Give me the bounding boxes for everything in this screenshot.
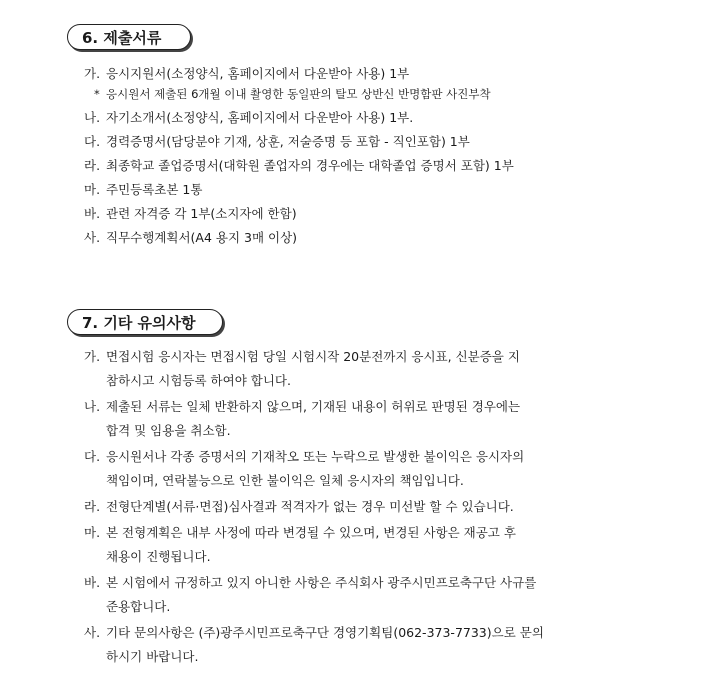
list-item [84,226,644,250]
list-item [84,202,644,226]
item-text-line: 하시기 바랍니다. [106,649,199,664]
item-marker: 라. [84,499,101,514]
item-text-line: 참하시고 시험등록 하여야 합니다. [106,373,291,388]
item-text: 응시원서 제출된 6개월 이내 촬영한 동일판의 탈모 상반신 반명함판 사진부착 [106,87,491,101]
item-marker: 가. [84,349,101,364]
item-text [106,521,644,569]
list-item [84,345,644,393]
list-note [84,84,644,104]
item-text: 최종학교 졸업증명서(대학원 졸업자의 경우에는 대학졸업 증명서 포함) 1부 [106,158,514,173]
item-text-line: 책임이며, 연락불능으로 인한 불이익은 일체 응시자의 책임입니다. [106,473,464,488]
list-item [84,395,644,443]
list-item [84,621,644,669]
item-text-line: 본 전형계획은 내부 사정에 따라 변경될 수 있으며, 변경된 사항은 재공고 후 [106,525,516,540]
item-text: 경력증명서(담당분야 기재, 상훈, 저술증명 등 포함 - 직인포함) 1부 [106,134,470,149]
list-item [84,445,644,493]
list-item [84,521,644,569]
item-marker: 나. [84,110,101,125]
section-6-title: 6. 제출서류 [67,24,191,50]
item-marker: 바. [84,206,101,221]
item-text: 자기소개서(소정양식, 홈페이지에서 다운받아 사용) 1부. [106,110,414,125]
item-text-line: 면접시험 응시자는 면접시험 당일 시험시작 20분전까지 응시표, 신분증을 지 [106,349,520,364]
item-text-line: 채용이 진행됩니다. [106,549,211,564]
item-marker: 사. [84,625,101,640]
item-text [106,621,644,669]
item-marker: 나. [84,399,101,414]
list-item [84,62,644,86]
list-item [84,154,644,178]
item-text-line: 제출된 서류는 일체 반환하지 않으며, 기재된 내용이 허위로 판명된 경우에는 [106,399,521,414]
item-text [106,345,644,393]
item-text [106,395,644,443]
list-item [84,495,644,519]
item-text [106,445,644,493]
list-item [84,106,644,130]
list-item [84,571,644,619]
item-text: 주민등록초본 1통 [106,182,203,197]
item-text-line: 합격 및 임용을 취소함. [106,423,231,438]
item-marker: 라. [84,158,101,173]
item-text-line: 응시원서나 각종 증명서의 기재착오 또는 누락으로 발생한 불이익은 응시자의 [106,449,525,464]
item-text [106,571,644,619]
item-text: 직무수행계획서(A4 용지 3매 이상) [106,230,298,245]
item-marker: 다. [84,134,101,149]
item-text-line: 기타 문의사항은 (주)광주시민프로축구단 경영기획팀(062-373-7733)으로 문의 [106,625,544,640]
item-text: 관련 자격증 각 1부(소지자에 한함) [106,206,297,221]
section-7-title: 7. 기타 유의사항 [67,309,223,335]
item-marker: 마. [84,525,101,540]
section-7-list [84,345,644,671]
item-text-line: 준용합니다. [106,599,171,614]
item-marker: 다. [84,449,101,464]
item-marker: * [94,87,100,101]
section-6-list [84,62,644,250]
item-marker: 바. [84,575,101,590]
item-text: 응시지원서(소정양식, 홈페이지에서 다운받아 사용) 1부 [106,66,410,81]
item-marker: 사. [84,230,101,245]
item-marker: 마. [84,182,101,197]
item-marker: 가. [84,66,101,81]
list-item [84,178,644,202]
item-text [106,495,644,519]
list-item [84,130,644,154]
item-text-line: 전형단계별(서류·면접)심사결과 적격자가 없는 경우 미선발 할 수 있습니다. [106,499,514,514]
item-text-line: 본 시험에서 규정하고 있지 아니한 사항은 주식회사 광주시민프로축구단 사규를 [106,575,537,590]
